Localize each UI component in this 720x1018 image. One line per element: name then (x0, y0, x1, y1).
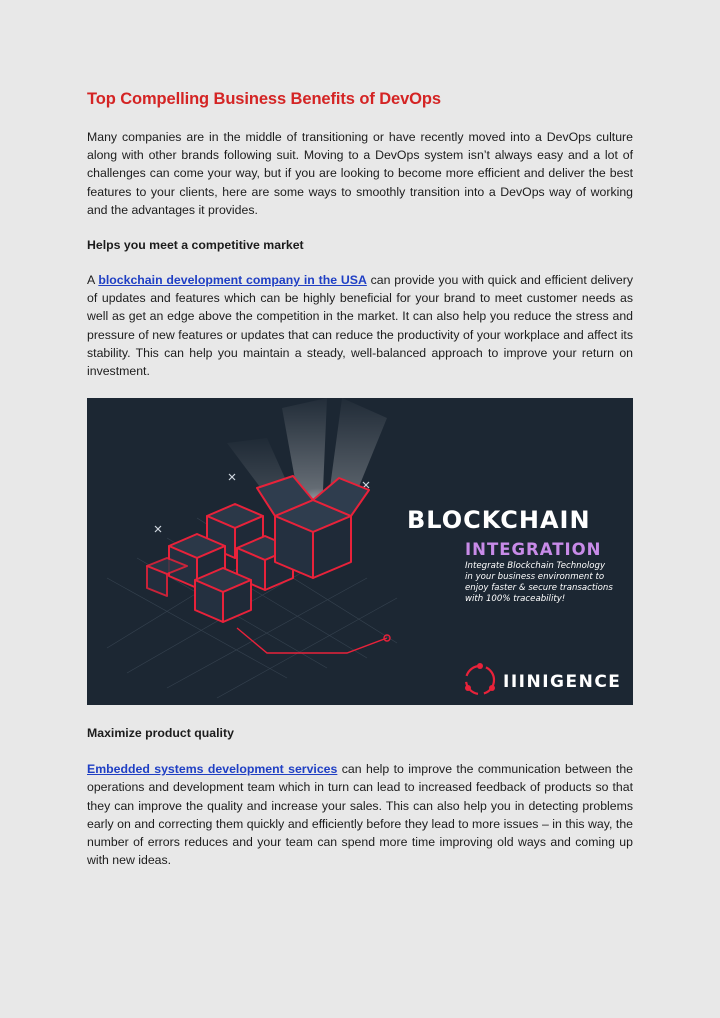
section-paragraph-competitive-market (87, 271, 633, 380)
intro-paragraph: Many companies are in the middle of transitioning or have recently moved into a DevOps culture along with other brands following suit. Moving to a DevOps system isn’t always easy and a lot of challenges can come your way, but if you are looking to become more efficient and deliver the best features to your clients, here are some ways to smoothly transition into a DevOps way of working and the advantages it provides. (87, 130, 633, 217)
embedded-systems-link[interactable]: Embedded systems development services (87, 762, 338, 777)
section-paragraph-product-quality (87, 760, 633, 869)
banner-tagline-1: Integrate Blockchain Technology (465, 561, 606, 572)
banner-tagline-2: in your business environment to (465, 572, 605, 583)
paragraph-body: can provide you with quick and efficient delivery of updates and features which can be highly beneficial for your brand to meet customer needs as well as get an edge above the competition in the market. It can also help you reduce the stress and pressure of new features or updates that can reduce the productivity of your workplace and affect its stability. This can help you maintain a steady, well-balanced approach to improve your return on investment. (87, 273, 633, 379)
section-heading-competitive-market: Helps you meet a competitive market (87, 238, 304, 253)
banner-headline: BLOCKCHAIN (407, 506, 591, 535)
document-content (87, 88, 633, 869)
banner-tagline-3: enjoy faster & secure transactions (465, 583, 613, 594)
blockchain-company-link[interactable]: blockchain development company in the USA (98, 273, 367, 288)
blockchain-banner-image (87, 398, 633, 705)
banner-subheadline: INTEGRATION (465, 540, 602, 560)
page-title: Top Compelling Business Benefits of DevOps (87, 90, 441, 108)
paragraph-prefix: A (87, 273, 99, 288)
paragraph-body: can help to improve the communication between the operations and development team which in turn can lead to increased feedback of products so that they can improve the quality and increase your sales. This can also help you in detecting problems early on and correcting them quickly and efficiently before they lead to more issues – in this way, the number of errors reduces and your team can spend more time improving old ways and coming up with new ideas. (87, 762, 634, 868)
section-heading-product-quality: Maximize product quality (87, 726, 234, 741)
brand-name: IIINIGENCE (503, 672, 622, 693)
banner-tagline-4: with 100% traceability! (465, 594, 566, 605)
